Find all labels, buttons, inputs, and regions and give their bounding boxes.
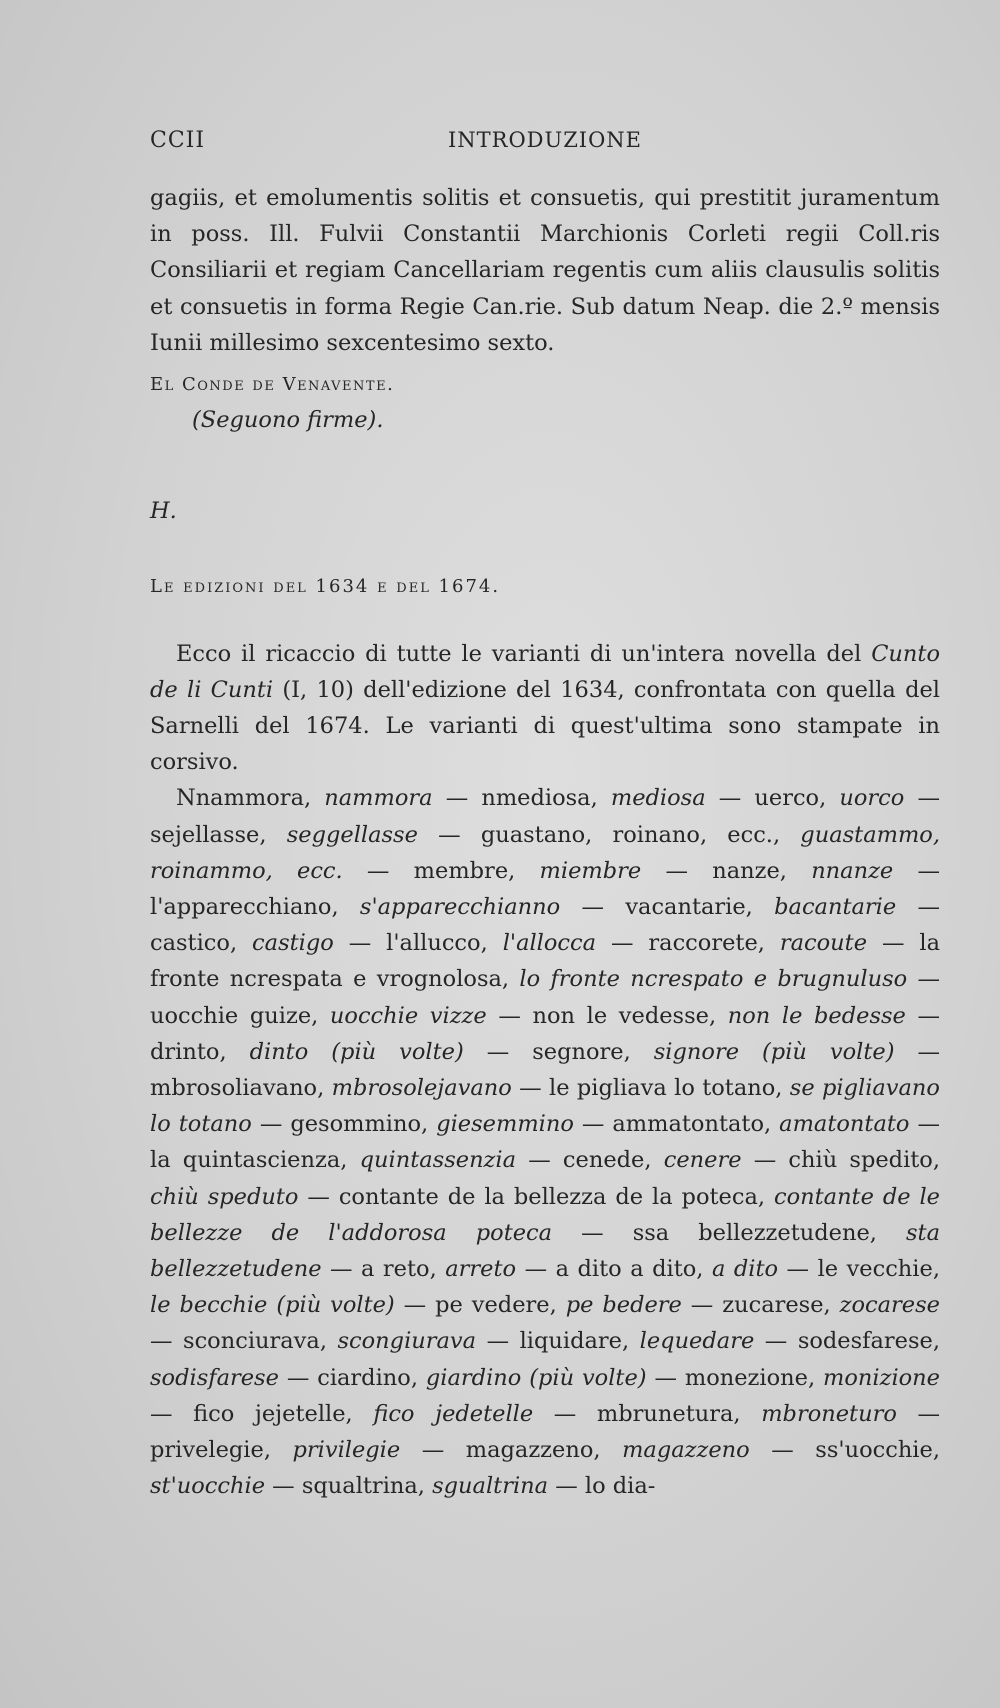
variant-1674: chiù speduto bbox=[150, 1183, 299, 1210]
variant-1674: racoute bbox=[779, 930, 868, 957]
variant-1674: contante de le bellezze de l'addorosa poteca bbox=[150, 1183, 940, 1246]
variant-1634: chiù spedito bbox=[788, 1147, 933, 1174]
variant-1634: drinto bbox=[150, 1038, 220, 1065]
variant-1674: sgualtrina bbox=[432, 1473, 549, 1500]
intro-paragraph bbox=[150, 636, 940, 781]
variant-1634: guastano, roinano, ecc. bbox=[480, 821, 773, 848]
variant-1674: arreto bbox=[445, 1256, 517, 1283]
variant-1674: mbrosolejavano bbox=[331, 1075, 512, 1102]
variant-1674: fico jedetelle bbox=[373, 1400, 534, 1427]
variant-1634: vacantarie bbox=[625, 894, 746, 921]
section-title bbox=[150, 569, 940, 605]
variant-1634: squaltrina bbox=[301, 1473, 418, 1500]
running-head bbox=[150, 128, 940, 168]
variant-1634: pe vedere bbox=[435, 1292, 550, 1319]
variant-1674: privilegie bbox=[292, 1437, 401, 1464]
variant-1634: mbrunetura bbox=[596, 1400, 734, 1427]
variant-1634: l'apparecchiano bbox=[150, 894, 332, 921]
variant-1634: a dito a dito bbox=[555, 1256, 697, 1283]
variant-1634: monezione bbox=[684, 1364, 808, 1391]
variant-1674: lo fronte ncrespato e brugnuluso bbox=[519, 966, 908, 993]
variant-1674: s'apparecchianno bbox=[359, 894, 561, 921]
variant-1634: raccorete bbox=[648, 930, 758, 957]
variant-1634: cenede bbox=[562, 1147, 645, 1174]
signature-text: El Conde de Venavente. bbox=[150, 374, 395, 396]
variant-1634: sejellasse bbox=[150, 821, 260, 848]
variant-1674: uocchie vizze bbox=[329, 1002, 487, 1029]
variant-1634: la fronte ncrespata e vrognolosa bbox=[150, 930, 941, 993]
variant-1634: fico jejetelle bbox=[193, 1400, 346, 1427]
variant-1674: uorco bbox=[839, 785, 905, 812]
variant-1634: membre bbox=[413, 857, 509, 884]
variant-1634: privelegie bbox=[150, 1437, 264, 1464]
variant-1674: pe bedere bbox=[565, 1292, 682, 1319]
variants-tail: lo dia- bbox=[584, 1473, 656, 1500]
variant-1674: magazzeno bbox=[622, 1437, 750, 1464]
variant-1674: dinto (più volte) bbox=[249, 1038, 464, 1065]
variant-1634: uocchie guize bbox=[150, 1002, 312, 1029]
variant-1634: zucarese bbox=[722, 1292, 824, 1319]
variant-1634: la quintascienza bbox=[150, 1147, 341, 1174]
variant-1634: a reto bbox=[361, 1256, 430, 1283]
variant-1674: monizione bbox=[823, 1364, 940, 1391]
decree-text: gagiis, et emolumentis solitis et consuetis, qui prestitit juramentum in poss. Ill. Fulvii Constantii Marchionis Corleti regii Coll.ris Consiliarii et regiam Cancellariam regentis cum aliis clausulis solitis et consuetis in forma Regie Can.rie. Sub datum Neap. die 2.º mensis Iunii millesimo sexcentesimo sexto. bbox=[150, 185, 940, 356]
variant-1674: sta bellezzetudene bbox=[150, 1219, 941, 1283]
variant-1634: magazzeno bbox=[465, 1437, 594, 1464]
section-title-text: Le edizioni del 1634 e del 1674. bbox=[150, 576, 501, 598]
variant-1634: nanze bbox=[712, 857, 780, 884]
variant-1674: castigo bbox=[252, 930, 334, 957]
variant-1674: st'uocchie bbox=[150, 1473, 266, 1500]
variant-1634: uerco bbox=[754, 785, 820, 812]
variant-1674: guastammo, roinammo, ecc. bbox=[150, 821, 940, 884]
section-letter: H. bbox=[150, 498, 177, 525]
variant-1674: l'allocca bbox=[502, 930, 597, 957]
variant-1634: segnore bbox=[532, 1038, 624, 1065]
page-body bbox=[150, 180, 940, 1505]
variant-1674: seggellasse bbox=[286, 821, 418, 848]
variant-1674: zocarese bbox=[839, 1292, 940, 1319]
variant-1634: mbrosoliavano bbox=[150, 1075, 318, 1102]
signatures-note: (Seguono firme). bbox=[192, 407, 384, 434]
variant-1634: liquidare bbox=[519, 1328, 622, 1355]
variant-1674: se pigliavano lo totano bbox=[150, 1075, 940, 1138]
variant-1634: le vecchie bbox=[817, 1256, 933, 1283]
variant-1674: nnanze bbox=[811, 857, 894, 884]
variant-1674: a dito bbox=[711, 1256, 779, 1283]
variant-1634: castico bbox=[150, 930, 230, 957]
variant-1674: scongiurava bbox=[337, 1328, 477, 1355]
variant-1634: Nnammora bbox=[176, 785, 304, 812]
variant-1634: ciardino bbox=[317, 1364, 411, 1391]
variant-1674: non le bedesse bbox=[727, 1002, 906, 1029]
variant-1674: le becchie (più volte) bbox=[150, 1292, 395, 1319]
decree-signature bbox=[150, 367, 940, 403]
variant-1674: miembre bbox=[539, 857, 642, 884]
variant-1674: giesemmino bbox=[436, 1111, 574, 1138]
variant-1674: cenere bbox=[663, 1147, 742, 1174]
intro-part-1: Ecco il ricaccio di tutte le varianti di un'intera novella del bbox=[176, 640, 872, 667]
work-title: Cunto de li Cunti bbox=[150, 640, 940, 703]
variant-1674: mbroneturo bbox=[761, 1400, 897, 1427]
running-title: INTRODUZIONE bbox=[447, 128, 643, 152]
variant-1674: bacantarie bbox=[774, 894, 897, 921]
variant-1634: sconciurava bbox=[183, 1328, 320, 1355]
variant-1674: amatontato bbox=[779, 1111, 910, 1138]
variant-1674: signore (più volte) bbox=[653, 1038, 895, 1065]
variant-1634: ammatontato bbox=[612, 1111, 765, 1138]
variants-paragraph: Nnammora, nammora — nmediosa, mediosa — uerco, uorco — sejellasse, seggellasse — guastano, roinano, ecc., guastammo, roinammo, ecc. — membre, miembre — nanze, nnanze — l'apparecchiano, s'apparecchianno — vacantarie, bacantarie — castico, castigo — l'allucco, l'allocca — raccorete, racoute — la fronte ncrespata e vrognolosa, lo fronte ncrespato e brugnuluso — uocchie guize, uocchie vizze — non le vedesse, non le bedesse — drinto, dinto (più volte) — segnore, signore (più volte) — mbrosoliavano, mbrosolejavano — le pigliava lo totano, se pigliavano lo totano — gesommino, giesemmino — ammatontato, amatontato — la quintascienza, quintassenzia — cenede, cenere — chiù spedito, chiù speduto — contante de la bellezza de la poteca, contante de le bellezze de l'addorosa poteca — ssa bellezzetudene, sta bellezzetudene — a reto, arreto — a dito a dito, a dito — le vecchie, le becchie (più volte) — pe vedere, pe bedere — zucarese, zocarese — sconciurava, scongiurava — liquidare, lequedare — sodesfarese, sodisfarese — ciardino, giardino (più volte) — monezione, monizione — fico jejetelle, fico jedetelle — mbrunetura, mbroneturo — privelegie, privilegie — magazzeno, magazzeno — ss'uocchie, st'uocchie — squaltrina, sgualtrina — lo dia- bbox=[150, 785, 941, 1500]
variant-1634: gesommino bbox=[290, 1111, 422, 1138]
variant-1674: mediosa bbox=[610, 785, 706, 812]
variant-1634: sodesfarese bbox=[797, 1328, 933, 1355]
variant-1674: giardino (più volte) bbox=[425, 1364, 647, 1391]
variant-1674: sodisfarese bbox=[150, 1364, 279, 1391]
variant-1634: nmediosa bbox=[481, 785, 591, 812]
variant-1634: non le vedesse bbox=[532, 1002, 709, 1029]
variant-1634: ssa bellezzetudene bbox=[632, 1219, 870, 1246]
variant-1674: lequedare bbox=[639, 1328, 755, 1355]
variant-1674: nammora bbox=[324, 785, 433, 812]
variant-1634: contante de la bellezza de la poteca bbox=[338, 1183, 758, 1210]
variant-1634: l'allucco bbox=[386, 930, 481, 957]
intro-part-2: (I, 10) dell'edizione del 1634, confrontata con quella del Sarnelli del 1674. Le varianti di quest'ultima sono stampate in corsivo. bbox=[150, 676, 940, 776]
variant-1674: quintassenzia bbox=[359, 1147, 517, 1174]
variant-1634: le pigliava lo totano bbox=[549, 1075, 776, 1102]
variant-1634: ss'uocchie bbox=[815, 1437, 933, 1464]
page-number: CCII bbox=[150, 128, 206, 153]
